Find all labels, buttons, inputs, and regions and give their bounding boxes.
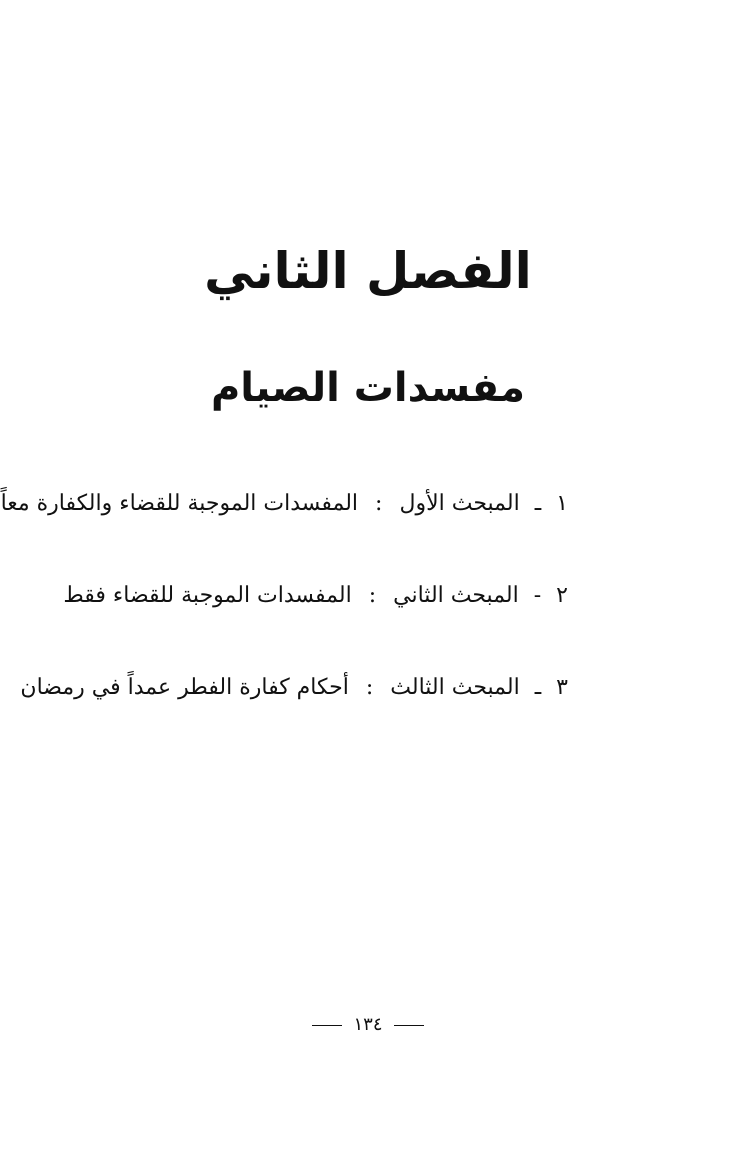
section-dash: ـ [534, 491, 542, 516]
section-item-3 [20, 668, 568, 760]
section-separator: : [368, 583, 377, 608]
section-title: المبحث الثالث [390, 675, 520, 700]
section-item-2 [63, 576, 568, 668]
section-number: ٣ [556, 675, 568, 700]
section-number: ١ [556, 491, 568, 516]
section-separator: : [365, 675, 374, 700]
section-dash: ـ [534, 675, 542, 700]
section-description: المفسدات الموجبة للقضاء والكفارة معاً [0, 491, 359, 516]
page-number-rule-right [394, 1025, 424, 1026]
section-description: أحكام كفارة الفطر عمداً في رمضان [20, 675, 349, 700]
page-number-footer [0, 1010, 736, 1040]
page-number: ١٣٤ [353, 1014, 383, 1035]
section-list [0, 484, 568, 760]
chapter-title: الفصل الثاني [204, 242, 532, 300]
section-description: المفسدات الموجبة للقضاء فقط [63, 583, 352, 608]
section-title: المبحث الأول [399, 491, 520, 516]
section-separator: : [375, 491, 383, 516]
section-title: المبحث الثاني [393, 583, 519, 608]
page-number-rule-left [312, 1025, 342, 1026]
section-item-1 [0, 484, 568, 576]
section-number: ٢ [556, 583, 568, 608]
chapter-subtitle: مفسدات الصيام [210, 365, 525, 411]
section-dash: - [533, 583, 542, 608]
